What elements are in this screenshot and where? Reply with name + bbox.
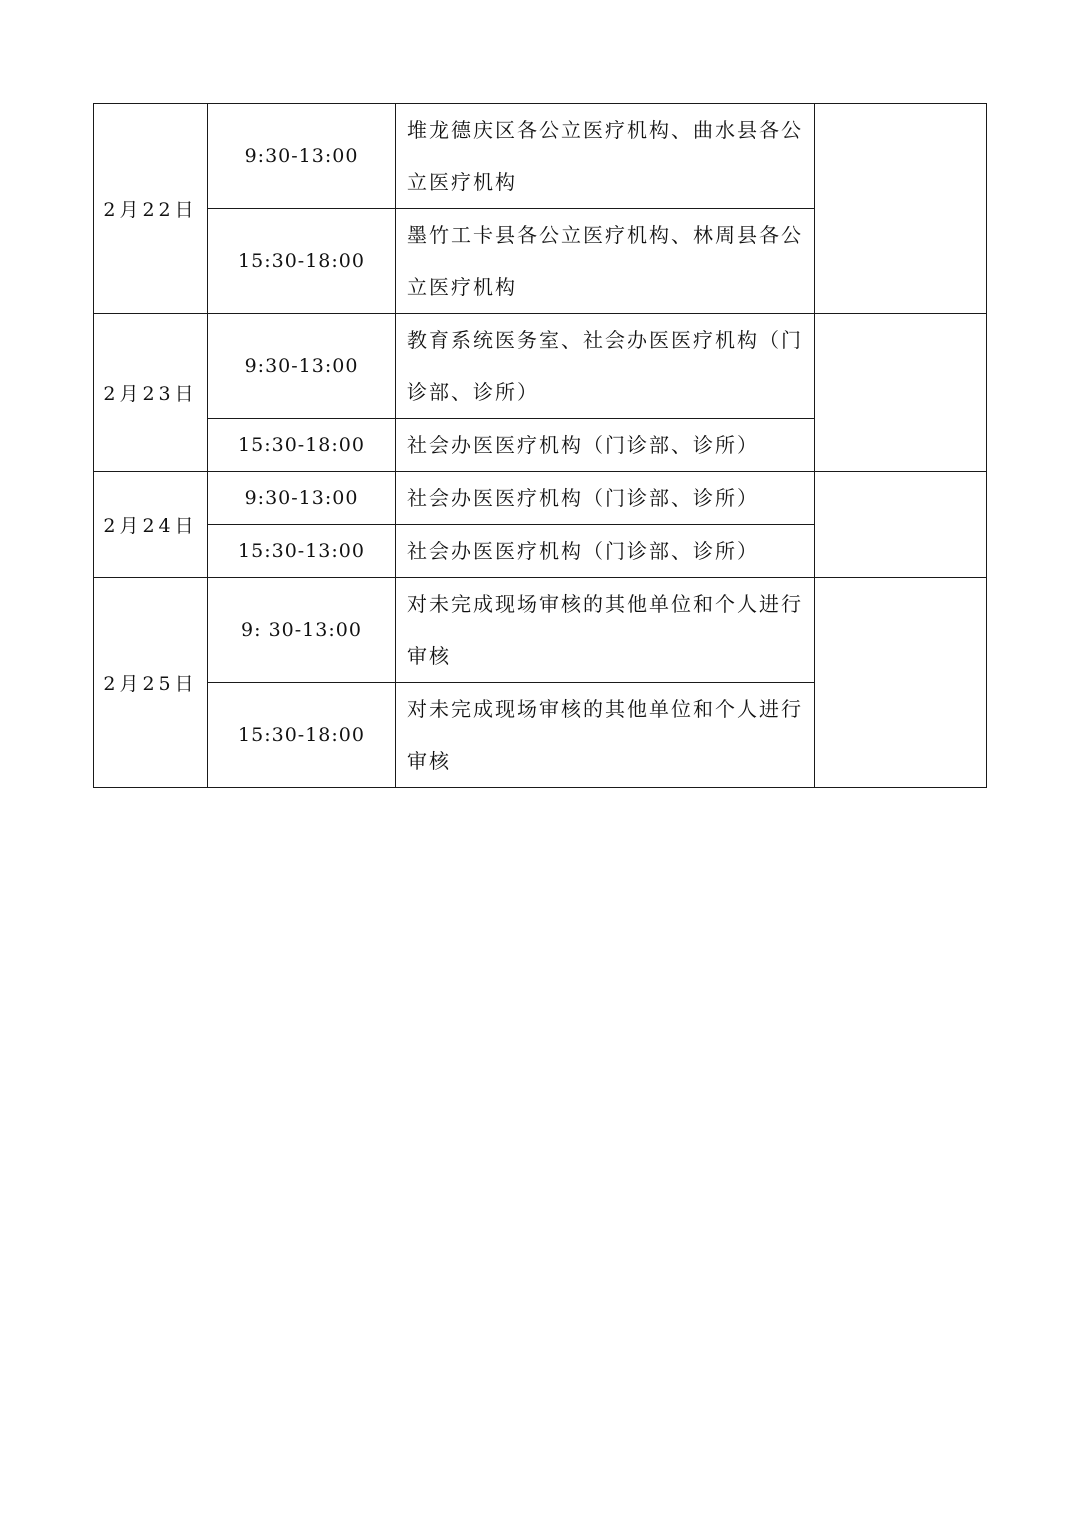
table-row <box>94 578 987 683</box>
note-cell <box>815 314 987 472</box>
units-cell: 社会办医医疗机构（门诊部、诊所） <box>396 419 815 472</box>
time-slot-cell: 15:30-18:00 <box>208 419 396 472</box>
table-row <box>94 314 987 419</box>
time-slot-cell: 9:30-13:00 <box>208 472 396 525</box>
units-cell: 社会办医医疗机构（门诊部、诊所） <box>396 525 815 578</box>
time-slot-cell: 9: 30-13:00 <box>208 578 396 683</box>
units-cell: 教育系统医务室、社会办医医疗机构（门诊部、诊所） <box>396 314 815 419</box>
note-cell <box>815 472 987 578</box>
time-slot-cell: 9:30-13:00 <box>208 314 396 419</box>
date-cell: 2月25日 <box>94 578 208 788</box>
date-cell: 2月24日 <box>94 472 208 578</box>
note-cell <box>815 578 987 788</box>
units-cell: 对未完成现场审核的其他单位和个人进行审核 <box>396 683 815 788</box>
units-cell: 社会办医医疗机构（门诊部、诊所） <box>396 472 815 525</box>
note-cell <box>815 104 987 314</box>
time-slot-cell: 9:30-13:00 <box>208 104 396 209</box>
table-row <box>94 104 987 209</box>
time-slot-cell: 15:30-18:00 <box>208 683 396 788</box>
schedule-table <box>93 103 987 788</box>
time-slot-cell: 15:30-18:00 <box>208 209 396 314</box>
table-row <box>94 472 987 525</box>
time-slot-cell: 15:30-13:00 <box>208 525 396 578</box>
date-cell: 2月23日 <box>94 314 208 472</box>
date-cell: 2月22日 <box>94 104 208 314</box>
units-cell: 对未完成现场审核的其他单位和个人进行审核 <box>396 578 815 683</box>
units-cell: 堆龙德庆区各公立医疗机构、曲水县各公立医疗机构 <box>396 104 815 209</box>
units-cell: 墨竹工卡县各公立医疗机构、林周县各公立医疗机构 <box>396 209 815 314</box>
